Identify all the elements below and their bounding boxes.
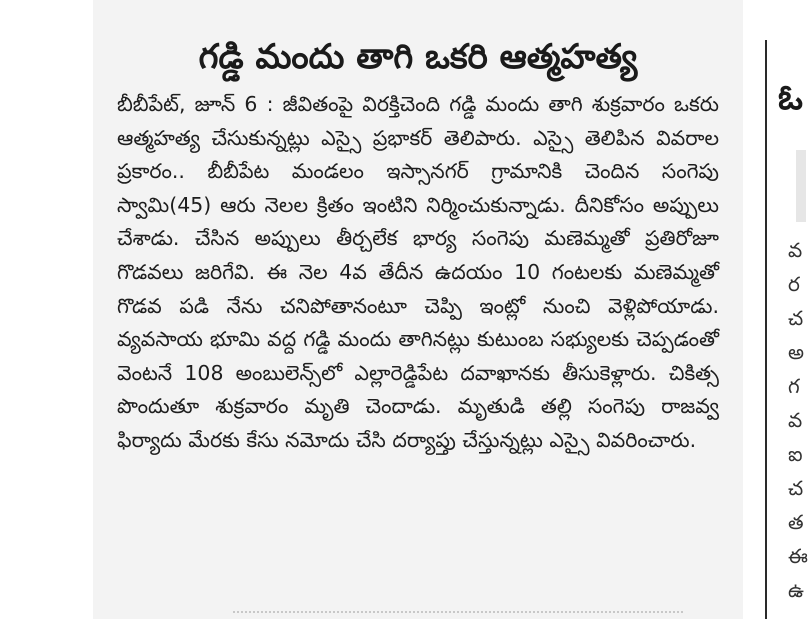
clipped-text-remnant: [233, 611, 683, 619]
adjacent-line-fragment: అ: [788, 340, 804, 364]
adjacent-line-fragment: చ: [788, 306, 804, 330]
article-body: బీబీపేట్, జూన్ 6 : జీవితంపై విరక్తిచెంది గడ్డి మందు తాగి శుక్రవారం ఒకరు ఆత్మహత్య చేసుకున్నట్లు ఎస్సై ప్రభాకర్ తెలిపారు. ఎస్సై తెలిపిన వివరాల ప్రకారం.. బీబీపేట మండలం ఇస్సానగర్ గ్రామానికి చెందిన సంగెపు స్వామి(45) ఆరు నెలల క్రితం ఇంటిని నిర్మించుకున్నాడు. దీనికోసం అప్పులు చేశాడు. చేసిన అప్పులు తీర్చలేక భార్య సంగెపు మణెమ్మతో ప్రతిరోజూ గొడవలు జరిగేవి. ఈ నెల 4వ తేదీన ఉదయం 10 గంటలకు మణెమ్మతో గొడవ పడి నేను చనిపోతానంటూ చెప్పి ఇంట్లో నుంచి వెళ్లిపోయాడు. వ్యవసాయ భూమి వద్ద గడ్డి మందు తాగినట్లు కుటుంబ సభ్యులకు చెప్పడంతో వెంటనే 108 అంబులెన్స్‌లో ఎల్లారెడ్డిపేట దవాఖానకు తీసుకెళ్లారు. చికిత్స పొందుతూ శుక్రవారం మృతి చెందాడు. మృతుడి తల్లి సంగెపు రాజవ్వ ఫిర్యాదు మేరకు కేసు నమోదు చేసి దర్యాప్తు చేస్తున్నట్లు ఎస్సై వివరించారు.: [117, 92, 719, 452]
adjacent-line-fragment: ఈ: [788, 544, 808, 568]
adjacent-line-fragment: చ: [788, 476, 804, 500]
adjacent-line-fragment: త: [788, 510, 804, 534]
adjacent-line-fragment: ఐ: [788, 442, 803, 466]
news-article: [93, 0, 743, 619]
adjacent-headline-fragment: ఓ: [778, 78, 803, 118]
article-headline: గడ్డి మందు తాగి ఒకరి ఆత్మహత్య: [198, 37, 638, 77]
adjacent-line-fragment: ర: [788, 272, 800, 296]
adjacent-line-fragment: వ: [788, 238, 803, 262]
adjacent-line-fragment: గ: [788, 374, 800, 398]
adjacent-article-column: [778, 0, 808, 619]
adjacent-article-box: [796, 150, 806, 222]
column-divider: [765, 40, 767, 619]
adjacent-line-fragment: వ: [788, 408, 803, 432]
adjacent-line-fragment: ఉ: [788, 578, 804, 602]
